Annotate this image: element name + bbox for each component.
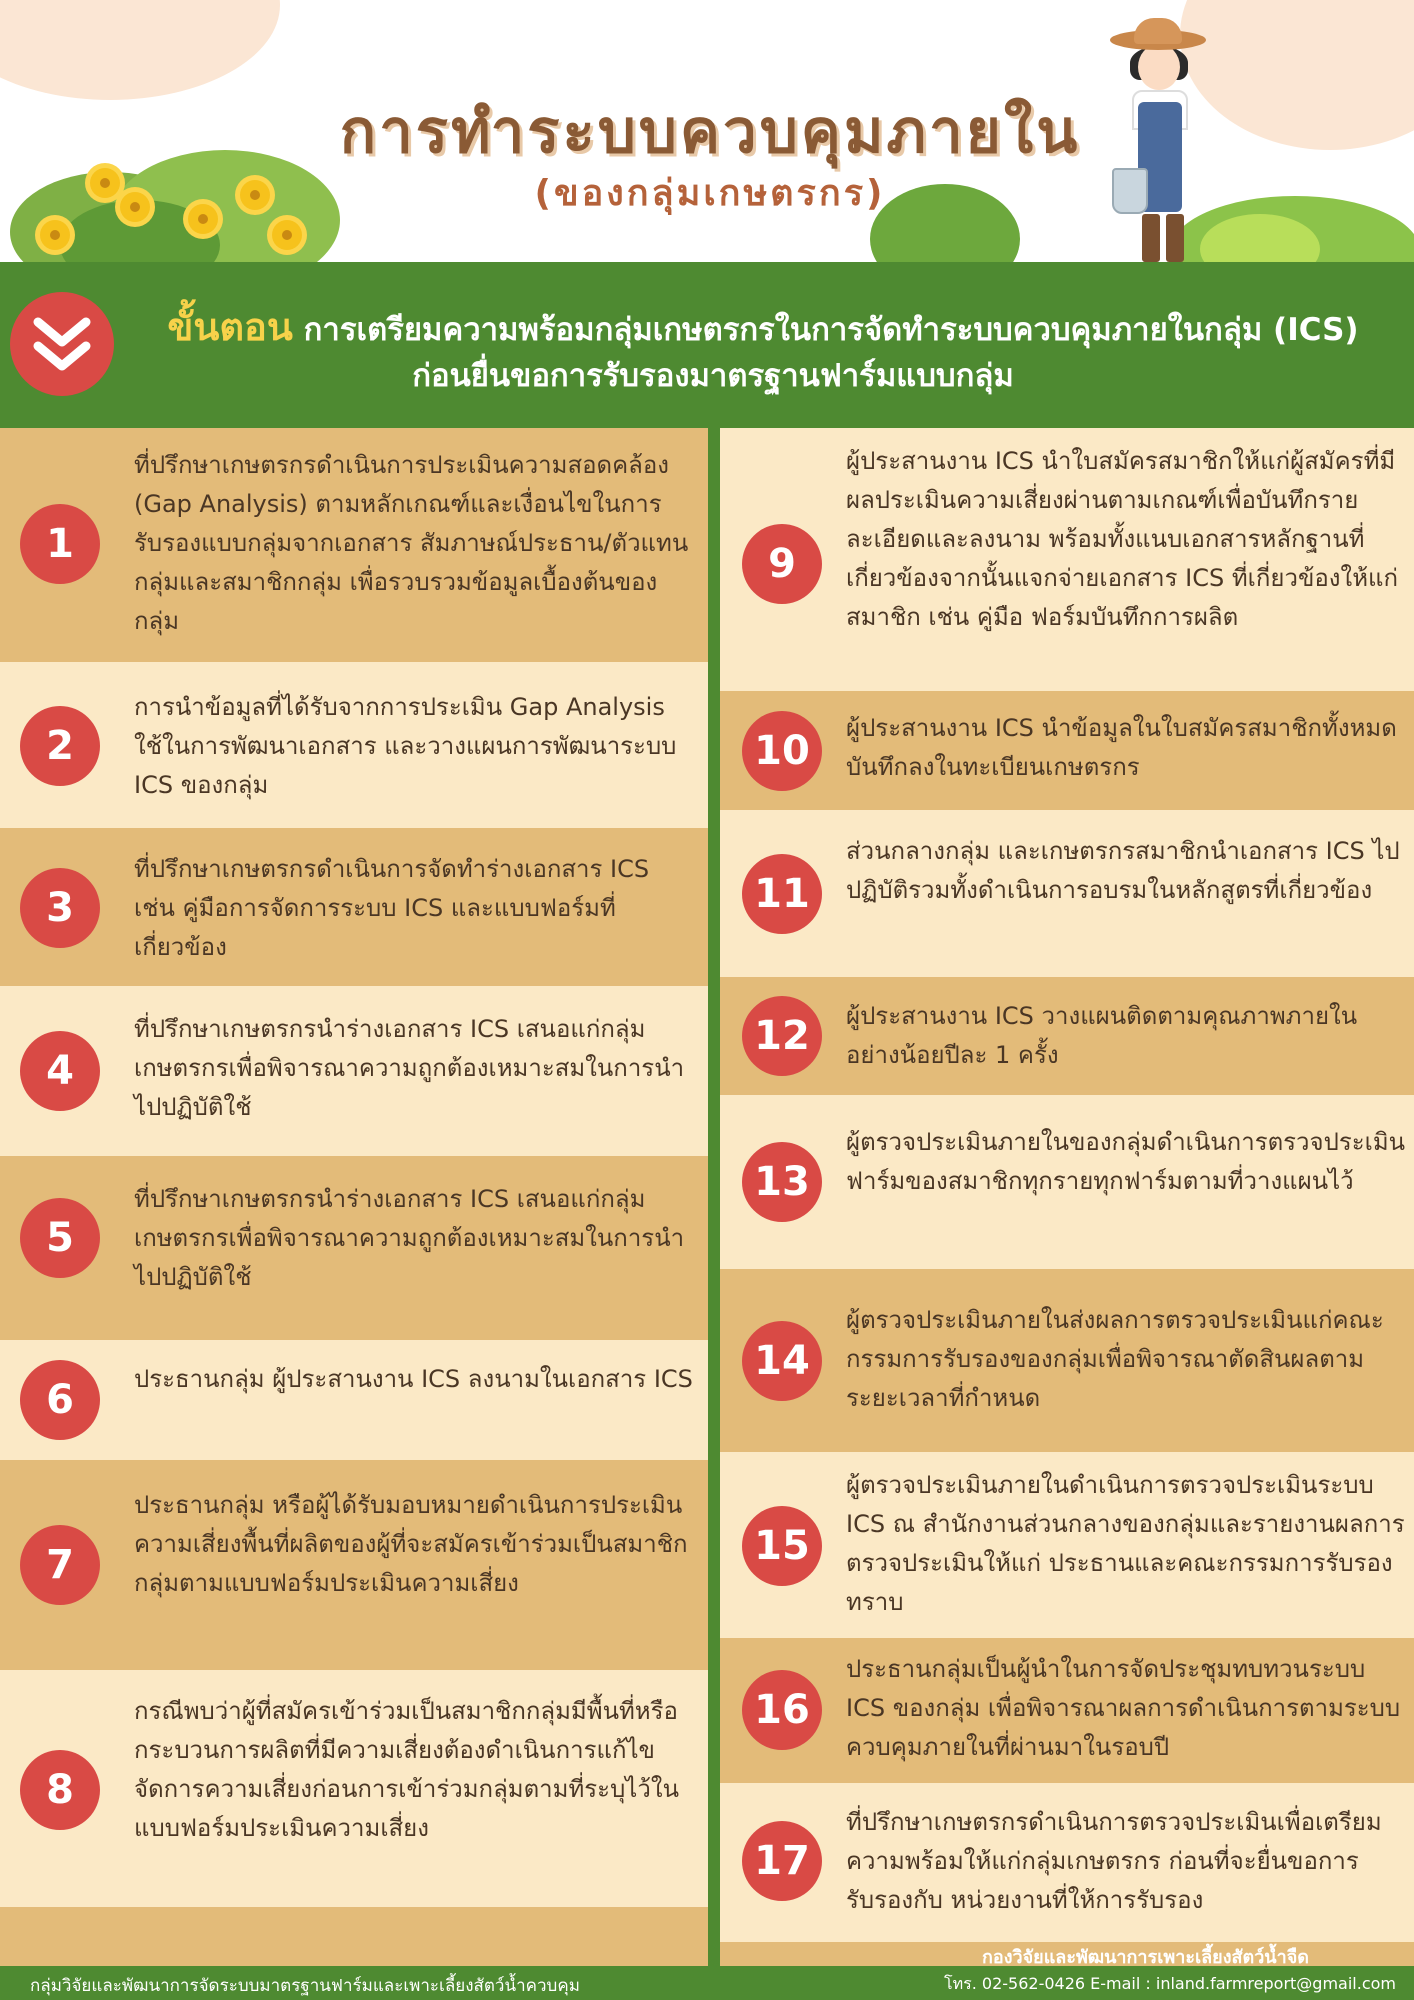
step-text: ผู้ประสานงาน ICS นำข้อมูลในใบสมัครสมาชิกทั้งหมด บันทึกลงในทะเบียนเกษตรกร: [846, 714, 1397, 781]
bucket-icon: [1112, 168, 1148, 214]
step-number: 15: [742, 1506, 822, 1586]
chevron-double-down-icon: [10, 292, 114, 396]
step-number: 5: [20, 1198, 100, 1278]
step-text: ประธานกลุ่มเป็นผู้นำในการจัดประชุมทบทวนระบบ ICS ของกลุ่ม เพื่อพิจารณาผลการดำเนินการตามระบบควบคุมภายในที่ผ่านมาในรอบปี: [846, 1655, 1401, 1761]
step-row: [0, 828, 708, 986]
banner-heading: [118, 296, 1408, 357]
farmer-hat-top: [1134, 18, 1182, 44]
banner-keyword: ขั้นตอน: [167, 305, 293, 349]
step-row: [0, 428, 708, 662]
step-row: [720, 428, 1414, 691]
farmer-face: [1138, 44, 1180, 90]
step-row: [720, 1452, 1414, 1638]
step-row: [0, 1156, 708, 1340]
step-text: ที่ปรึกษาเกษตรกรนำร่างเอกสาร ICS เสนอแก่กลุ่มเกษตรกรเพื่อพิจารณาความถูกต้องเหมาะสมในการนำไปปฏิบัติใช้: [134, 1015, 685, 1121]
flower-icon: [188, 204, 218, 234]
step-row: [0, 1460, 708, 1670]
step-number: 12: [742, 996, 822, 1076]
steps-right-column: [720, 428, 1414, 1942]
step-text: กรณีพบว่าผู้ที่สมัครเข้าร่วมเป็นสมาชิกกลุ่มมีพื้นที่หรือกระบวนการผลิตที่มีความเสี่ยงต้องดำเนินการแก้ไขจัดการความเสี่ยงก่อนการเข้าร่วมกลุ่มตามที่ระบุไว้ในแบบฟอร์มประเมินความเสี่ยง: [134, 1697, 679, 1842]
step-text: ประธานกลุ่ม หรือผู้ได้รับมอบหมายดำเนินการประเมินความเสี่ยงพื้นที่ผลิตของผู้ที่จะสมัครเข้าร่วมเป็นสมาชิกกลุ่มตามแบบฟอร์มประเมินความเสี่ยง: [134, 1491, 688, 1597]
step-row: [0, 662, 708, 828]
farmer-boot: [1166, 214, 1184, 262]
flower-icon: [120, 192, 150, 222]
banner-subheading: ก่อนยื่นขอการรับรองมาตรฐานฟาร์มแบบกลุ่ม: [412, 358, 1014, 394]
step-text: การนำข้อมูลที่ได้รับจากการประเมิน Gap Analysis ใช้ในการพัฒนาเอกสาร และวางแผนการพัฒนาระบบ ICS ของกลุ่ม: [134, 693, 677, 799]
step-number: 11: [742, 854, 822, 934]
step-number: 4: [20, 1031, 100, 1111]
step-text: ผู้ประสานงาน ICS วางแผนติดตามคุณภาพภายใน อย่างน้อยปีละ 1 ครั้ง: [846, 1002, 1358, 1069]
step-number: 2: [20, 706, 100, 786]
step-row: [720, 1638, 1414, 1783]
step-text: ผู้ตรวจประเมินภายในส่งผลการตรวจประเมินแก่คณะกรรมการรับรองของกลุ่มเพื่อพิจารณาตัดสินผลตามระยะเวลาที่กำหนด: [846, 1306, 1384, 1412]
decor-blob: [0, 0, 280, 100]
flower-icon: [240, 180, 270, 210]
step-text: ที่ปรึกษาเกษตรกรนำร่างเอกสาร ICS เสนอแก่กลุ่มเกษตรกรเพื่อพิจารณาความถูกต้องเหมาะสมในการนำไปปฏิบัติใช้: [134, 1185, 685, 1291]
footer-contact: โทร. 02-562-0426 E-mail : inland.farmreport@gmail.com: [944, 1974, 1396, 1993]
step-text: ผู้ตรวจประเมินภายในของกลุ่มดำเนินการตรวจประเมินฟาร์มของสมาชิกทุกรายทุกฟาร์มตามที่วางแผนไว้: [846, 1128, 1406, 1195]
page-subtitle: (ของกลุ่มเกษตรกร): [534, 173, 886, 214]
step-text: ผู้ตรวจประเมินภายในดำเนินการตรวจประเมินระบบ ICS ณ สำนักงานส่วนกลางของกลุ่มและรายงานผลการตรวจประเมินให้แก่ ประธานและคณะกรรมการรับรองทราบ: [846, 1471, 1405, 1616]
step-number: 9: [742, 524, 822, 604]
flower-icon: [90, 168, 120, 198]
step-number: 16: [742, 1670, 822, 1750]
farmer-illustration: [1110, 18, 1220, 262]
step-number: 7: [20, 1525, 100, 1605]
step-row: [720, 810, 1414, 977]
step-text: ผู้ประสานงาน ICS นำใบสมัครสมาชิกให้แก่ผู้สมัครที่มีผลประเมินความเสี่ยงผ่านตามเกณฑ์เพื่อบันทึกรายละเอียดและลงนาม พร้อมทั้งแนบเอกสารหลักฐานที่เกี่ยวข้องจากนั้นแจกจ่ายเอกสาร ICS ที่เกี่ยวข้องให้แก่สมาชิก เช่น คู่มือ ฟอร์มบันทึกการผลิต: [846, 447, 1399, 631]
step-number: 1: [20, 504, 100, 584]
step-number: 14: [742, 1321, 822, 1401]
step-number: 8: [20, 1750, 100, 1830]
banner-heading-text: การเตรียมความพร้อมกลุ่มเกษตรกรในการจัดทำระบบควบคุมภายในกลุ่ม (ICS): [292, 312, 1359, 348]
column-filler: [0, 1907, 708, 1973]
step-number: 17: [742, 1821, 822, 1901]
page-title: การทำระบบควบคุมภายใน: [339, 97, 1081, 167]
step-number: 10: [742, 711, 822, 791]
farmer-boot: [1142, 214, 1160, 262]
footer-group-name: กลุ่มวิจัยและพัฒนาการจัดระบบมาตรฐานฟาร์มและเพาะเลี้ยงสัตว์น้ำควบคุม: [30, 1976, 580, 1996]
step-number: 3: [20, 868, 100, 948]
step-row: [720, 1783, 1414, 1942]
flower-icon: [272, 220, 302, 250]
step-row: [720, 977, 1414, 1095]
step-row: [0, 1670, 708, 1907]
footer-organization: กองวิจัยและพัฒนาการเพาะเลี้ยงสัตว์น้ำจืด: [982, 1947, 1309, 1968]
step-text: ที่ปรึกษาเกษตรกรดำเนินการประเมินความสอดคล้อง (Gap Analysis) ตามหลักเกณฑ์และเงื่อนไขในการรับรองแบบกลุ่มจากเอกสาร สัมภาษณ์ประธาน/ตัวแทนกลุ่มและสมาชิกกลุ่ม เพื่อรวบรวมข้อมูลเบื้องต้นของกลุ่ม: [134, 451, 689, 635]
flower-icon: [40, 220, 70, 250]
step-number: 6: [20, 1360, 100, 1440]
step-text: ที่ปรึกษาเกษตรกรดำเนินการตรวจประเมินเพื่อเตรียมความพร้อมให้แก่กลุ่มเกษตรกร ก่อนที่จะยื่นขอการรับรองกับ หน่วยงานที่ให้การรับรอง: [846, 1808, 1382, 1914]
step-row: [720, 1095, 1414, 1269]
header: [0, 0, 1414, 262]
column-divider: [708, 428, 720, 1973]
step-text: ที่ปรึกษาเกษตรกรดำเนินการจัดทำร่างเอกสาร ICS เช่น คู่มือการจัดการระบบ ICS และแบบฟอร์มที่เกี่ยวข้อง: [134, 855, 650, 961]
steps-left-column: [0, 428, 708, 1907]
step-text: ประธานกลุ่ม ผู้ประสานงาน ICS ลงนามในเอกสาร ICS: [134, 1365, 693, 1393]
step-row: [0, 986, 708, 1156]
step-row: [0, 1340, 708, 1460]
step-text: ส่วนกลางกลุ่ม และเกษตรกรสมาชิกนำเอกสาร ICS ไปปฏิบัติรวมทั้งดำเนินการอบรมในหลักสูตรที่เกี่ยวข้อง: [846, 837, 1400, 904]
step-row: [720, 691, 1414, 810]
step-number: 13: [742, 1142, 822, 1222]
step-row: [720, 1269, 1414, 1452]
